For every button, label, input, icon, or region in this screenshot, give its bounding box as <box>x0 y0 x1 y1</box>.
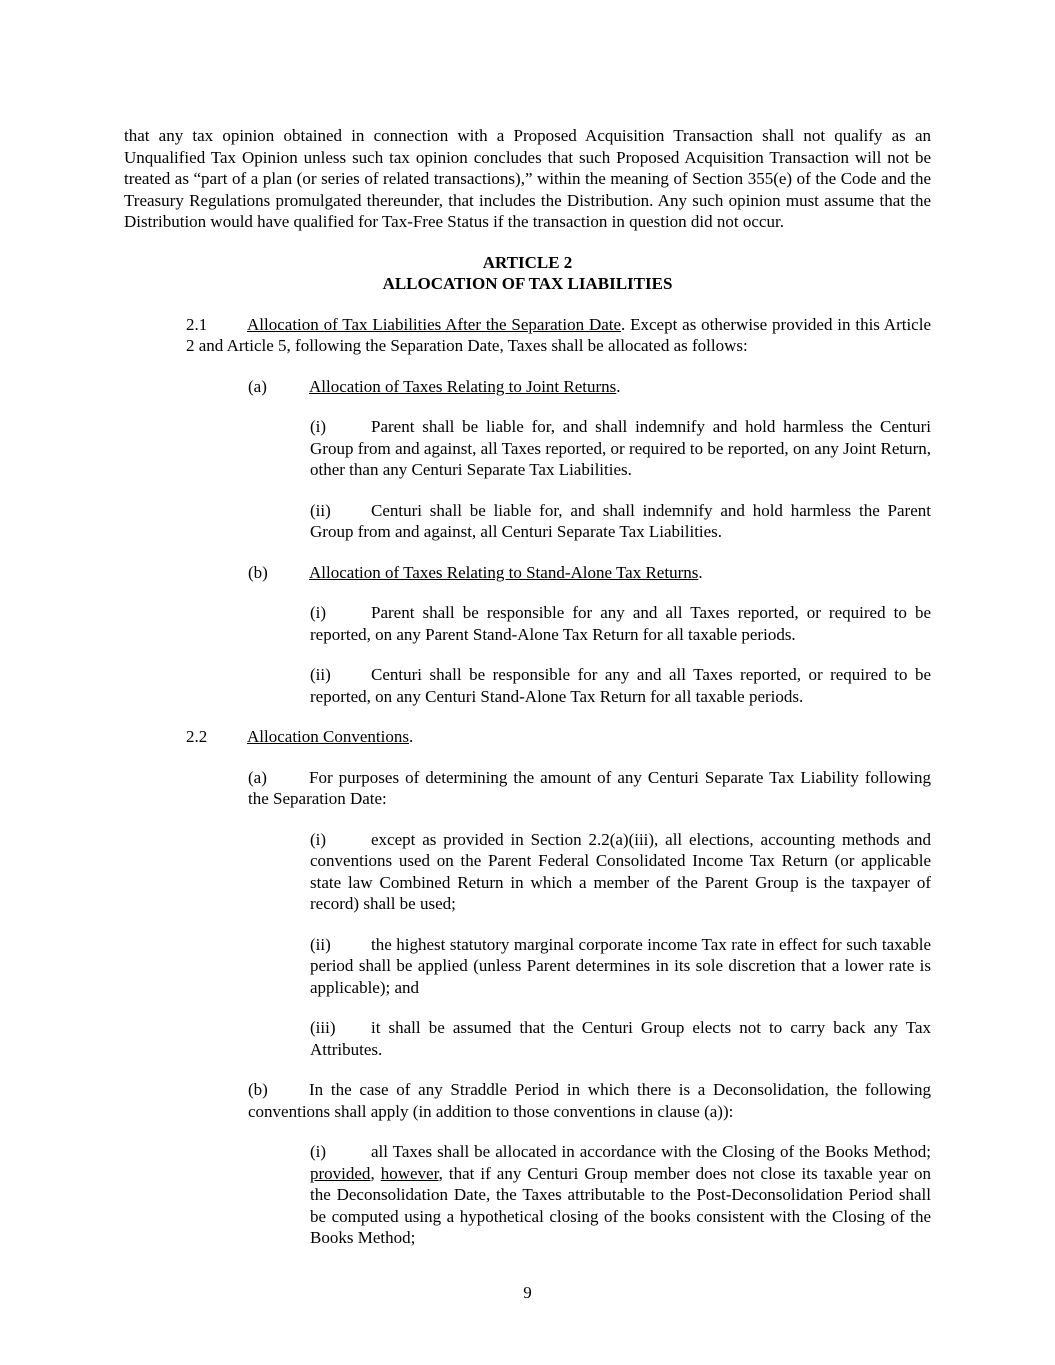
clause-2-2-b <box>124 1079 931 1122</box>
clause-text: except as provided in Section 2.2(a)(iii), all elections, accounting methods and conventions used on the Parent Federal Consolidated Income Tax Return (or applicable state law Combined Return in which a member of the Parent Group is the taxpayer of record) shall be used; <box>310 829 931 913</box>
clause-text-cont: , that if any Centuri Group member does not close its taxable year on the Deconsolidation Date, the Taxes attributable to the Post-Deconsolidation Period shall be computed using a hypothetical closing of the books consistent with the Closing of the Books Method; <box>310 1163 931 1247</box>
clause-label: (i) <box>310 1142 327 1161</box>
clause-text: Centuri shall be responsible for any and all Taxes reported, or required to be reported, on any Centuri Stand-Alone Tax Return for all taxable periods. <box>310 665 931 706</box>
clause-text: Parent shall be responsible for any and all Taxes reported, or required to be reported, on any Parent Stand-Alone Tax Return for all taxable periods. <box>310 603 931 644</box>
provided-term: provided <box>310 1163 371 1183</box>
article-title: ALLOCATION OF TAX LIABILITIES <box>382 274 673 293</box>
clause-label: (iii) <box>310 1018 336 1037</box>
clause-heading: Allocation of Taxes Relating to Joint Returns <box>309 376 617 396</box>
clause-label: (i) <box>310 829 327 849</box>
clause-2-1-a-ii <box>124 500 931 543</box>
clause-2-1-b <box>124 562 931 584</box>
clause-label: (a) <box>248 376 267 396</box>
section-text: . Except as otherwise provided in this Article 2 and Article 5, following the Separation Date, Taxes shall be allocated as follows: <box>186 314 931 355</box>
clause-label: (ii) <box>310 500 331 520</box>
clause-heading: Allocation of Taxes Relating to Stand-Alone Tax Returns <box>309 562 699 582</box>
clause-text: For purposes of determining the amount of any Centuri Separate Tax Liability following the Separation Date: <box>248 767 931 808</box>
intro-paragraph: that any tax opinion obtained in connection with a Proposed Acquisition Transaction shall not qualify as an Unqualified Tax Opinion unless such tax opinion concludes that such Proposed Acquisition Transaction will not be treated as “part of a plan (or series of related transactions),” within the meaning of Section 355(e) of the Code and the Treasury Regulations promulgated thereunder, that includes the Distribution. Any such opinion must assume that the Distribution would have qualified for Tax-Free Status if the transaction in question did not occur. <box>124 126 931 231</box>
clause-label: (b) <box>248 1080 268 1099</box>
clause-2-1-a <box>124 376 931 398</box>
clause-label: (ii) <box>310 934 331 954</box>
section-2-1 <box>124 314 931 357</box>
document-page <box>124 125 931 1249</box>
clause-text: it shall be assumed that the Centuri Group elects not to carry back any Tax Attributes. <box>310 1018 931 1059</box>
section-number: 2.1 <box>186 314 208 334</box>
clause-text: Parent shall be liable for, and shall indemnify and hold harmless the Centuri Group from and against, all Taxes reported, or required to be reported, on any Joint Return, other than any Centuri Separate Tax Liabilities. <box>310 417 931 479</box>
clause-tail: . <box>616 376 621 396</box>
clause-text: Centuri shall be liable for, and shall indemnify and hold harmless the Parent Group from and against, all Centuri Separate Tax Liabilities. <box>310 500 931 541</box>
clause-label: (ii) <box>310 665 331 684</box>
clause-label: (i) <box>310 417 327 436</box>
section-heading: Allocation Conventions <box>247 727 409 746</box>
clause-2-2-a-ii <box>124 934 931 999</box>
clause-text: the highest statutory marginal corporate income Tax rate in effect for such taxable period shall be applied (unless Parent determines in its sole discretion that a lower rate is applicable); and <box>310 934 931 997</box>
clause-tail: . <box>698 562 703 582</box>
clause-2-2-a-i <box>124 829 931 915</box>
section-2-2 <box>124 726 931 748</box>
clause-text: all Taxes shall be allocated in accordance with the Closing of the Books Method; <box>371 1142 931 1161</box>
clause-2-2-b-i <box>124 1141 931 1249</box>
section-tail: . <box>408 727 414 746</box>
clause-2-2-a-iii <box>124 1017 931 1060</box>
section-heading: Allocation of Tax Liabilities After the Separation Date <box>247 314 622 334</box>
clause-2-1-b-ii <box>124 664 931 707</box>
comma: , <box>370 1163 381 1183</box>
page-number: 9 <box>523 1283 532 1302</box>
clause-2-1-a-i <box>124 416 931 481</box>
article-number: ARTICLE 2 <box>482 252 573 272</box>
clause-text: In the case of any Straddle Period in which there is a Deconsolidation, the following conventions shall apply (in addition to those conventions in clause (a)): <box>248 1080 931 1121</box>
however-term: however <box>380 1163 439 1183</box>
clause-label: (b) <box>248 562 268 582</box>
section-number: 2.2 <box>186 727 208 746</box>
clause-2-1-b-i <box>124 602 931 645</box>
clause-label: (i) <box>310 603 327 622</box>
clause-2-2-a <box>124 767 931 810</box>
clause-label: (a) <box>248 767 267 787</box>
